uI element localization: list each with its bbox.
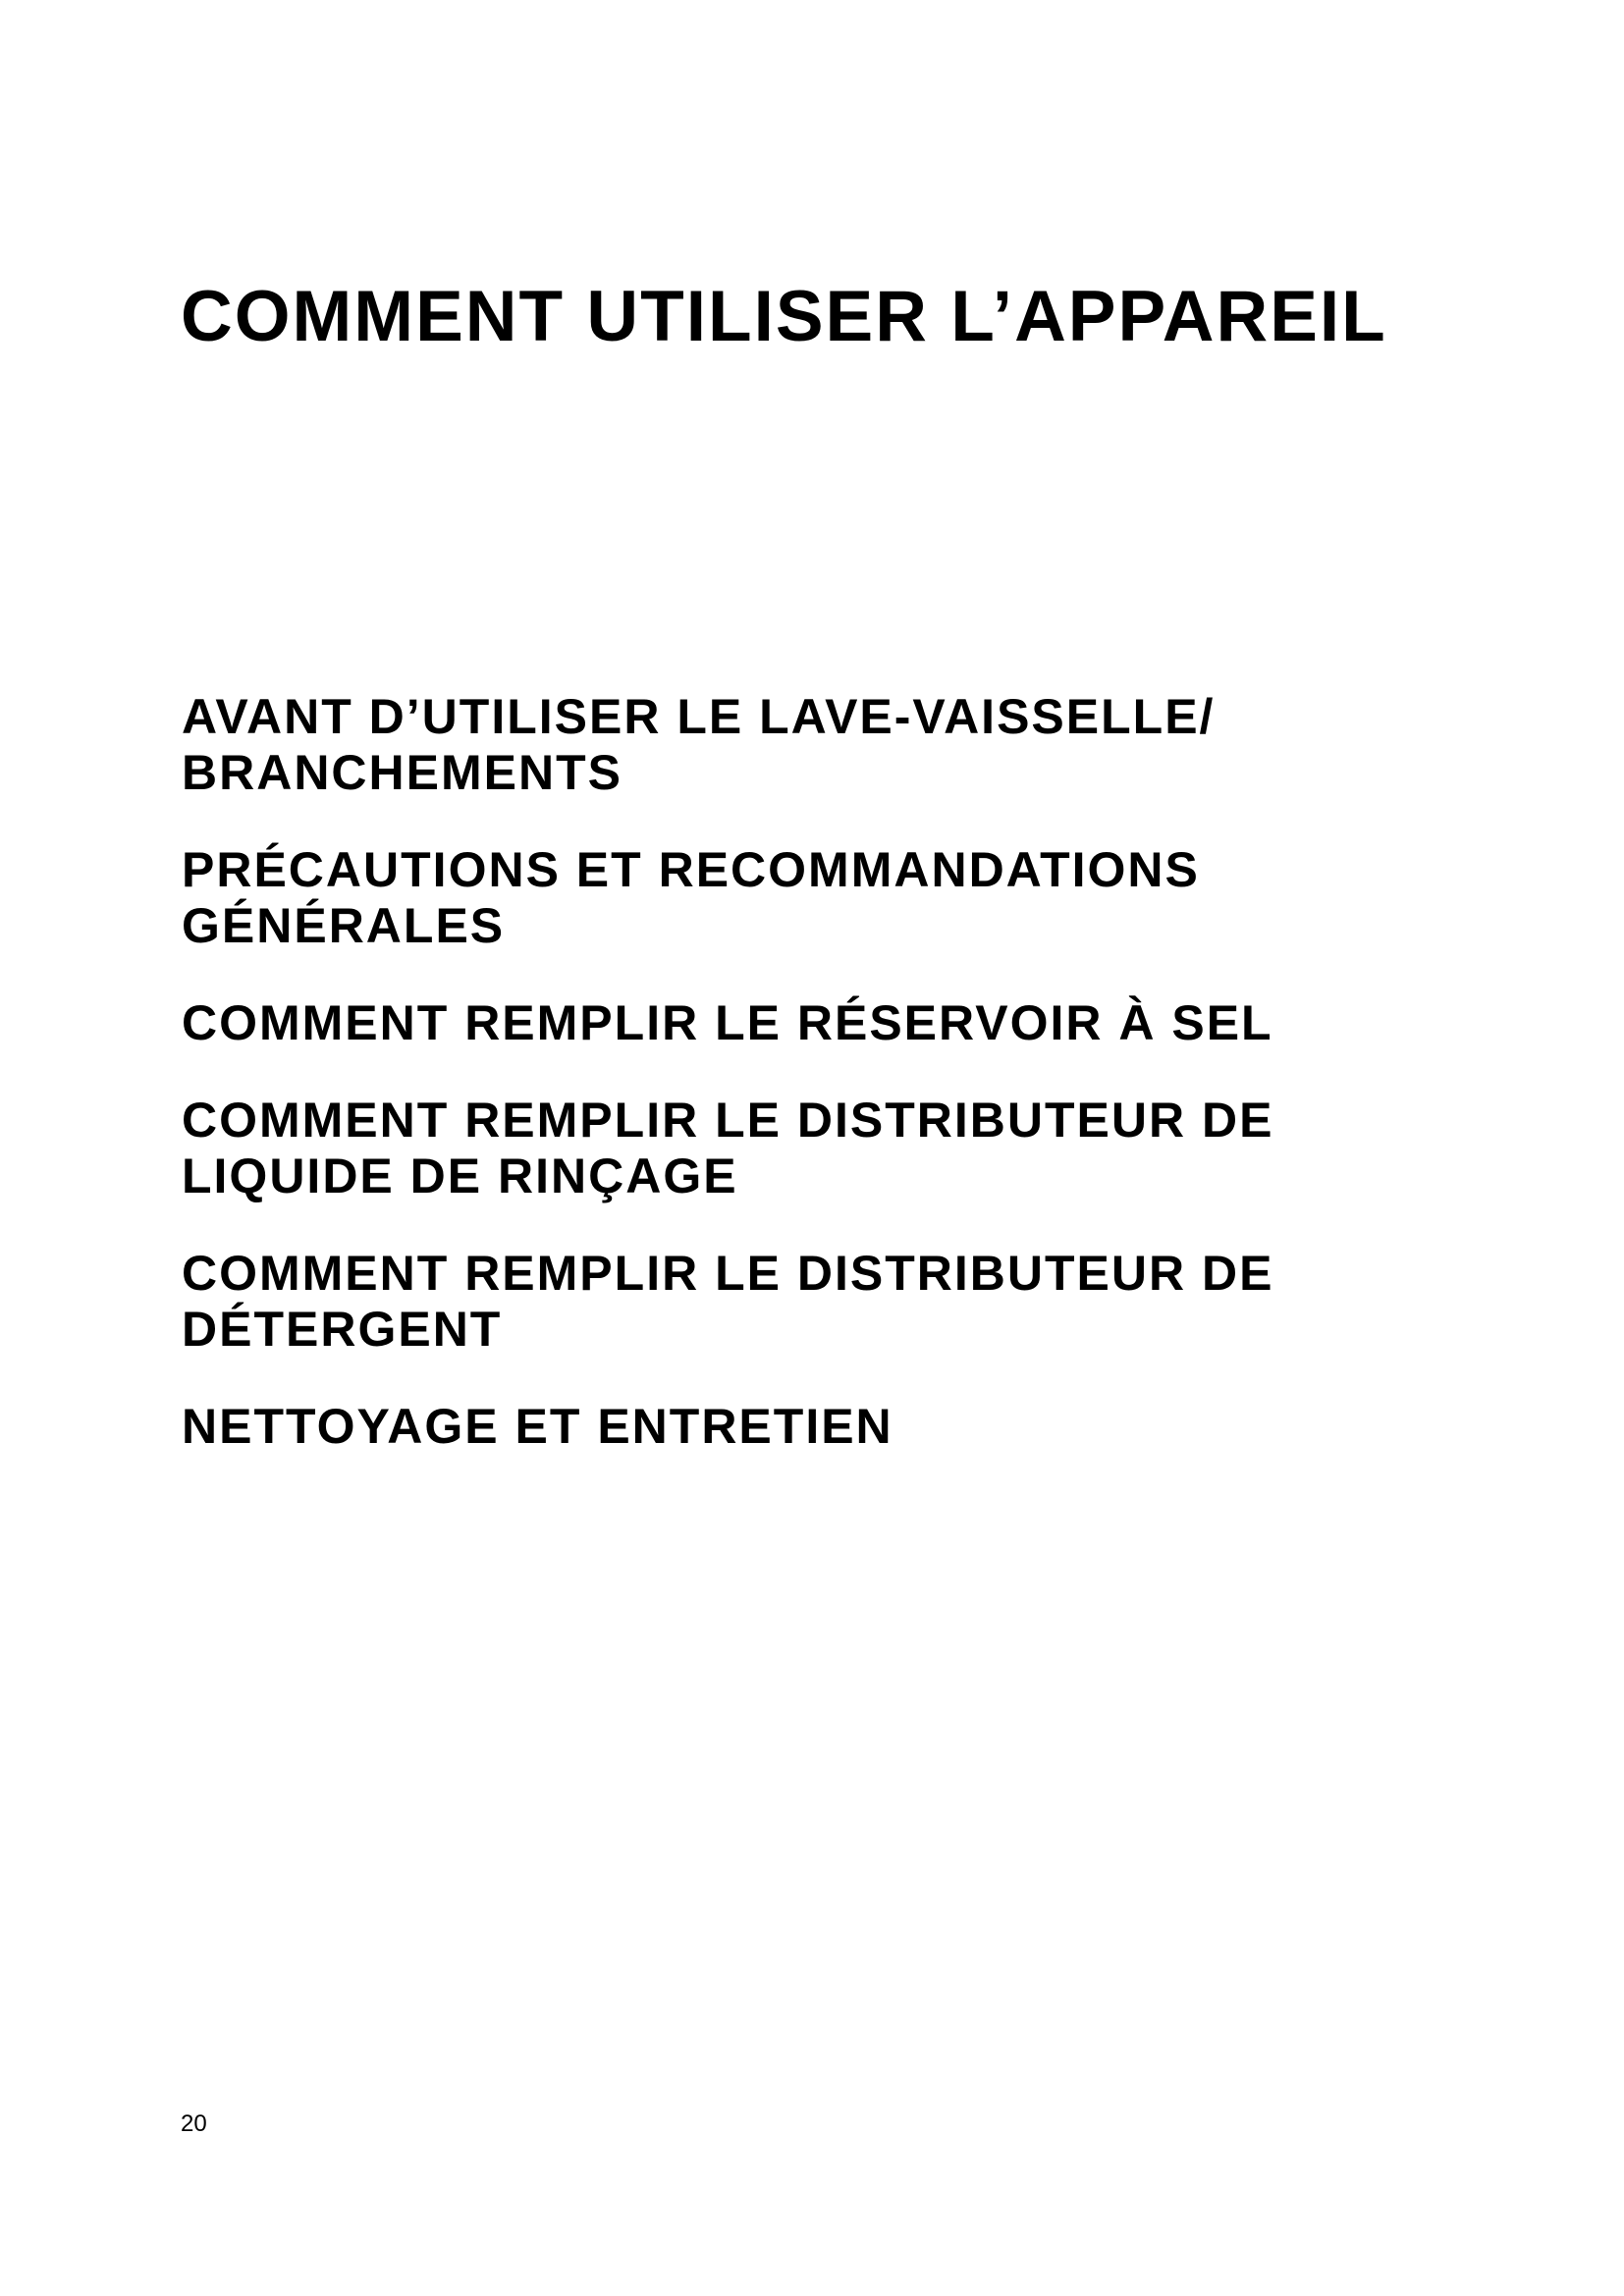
section-item-line: DÉTERGENT <box>182 1302 503 1357</box>
section-item-line: COMMENT REMPLIR LE RÉSERVOIR À SEL <box>182 995 1273 1050</box>
section-item-line: COMMENT REMPLIR LE DISTRIBUTEUR DE <box>182 1093 1274 1148</box>
section-item-line: LIQUIDE DE RINÇAGE <box>182 1148 738 1203</box>
section-list <box>182 689 1360 1496</box>
section-item-line: AVANT D’UTILISER LE LAVE-VAISSELLE/ <box>182 689 1216 744</box>
section-item-line: PRÉCAUTIONS ET RECOMMANDATIONS <box>182 842 1200 897</box>
section-item-avant-utiliser <box>182 689 1360 801</box>
page-title: COMMENT UTILISER L’APPAREIL <box>181 277 1387 356</box>
section-item-nettoyage <box>182 1399 1360 1455</box>
section-item-precautions <box>182 842 1360 954</box>
section-item-line: BRANCHEMENTS <box>182 745 623 800</box>
section-item-line: GÉNÉRALES <box>182 898 506 953</box>
section-item-line: COMMENT REMPLIR LE DISTRIBUTEUR DE <box>182 1246 1274 1301</box>
section-item-liquide-rincage <box>182 1093 1360 1204</box>
section-item-detergent <box>182 1246 1360 1358</box>
section-item-reservoir-sel <box>182 995 1360 1051</box>
page-number: 20 <box>181 2110 207 2137</box>
section-item-line: NETTOYAGE ET ENTRETIEN <box>182 1399 893 1454</box>
